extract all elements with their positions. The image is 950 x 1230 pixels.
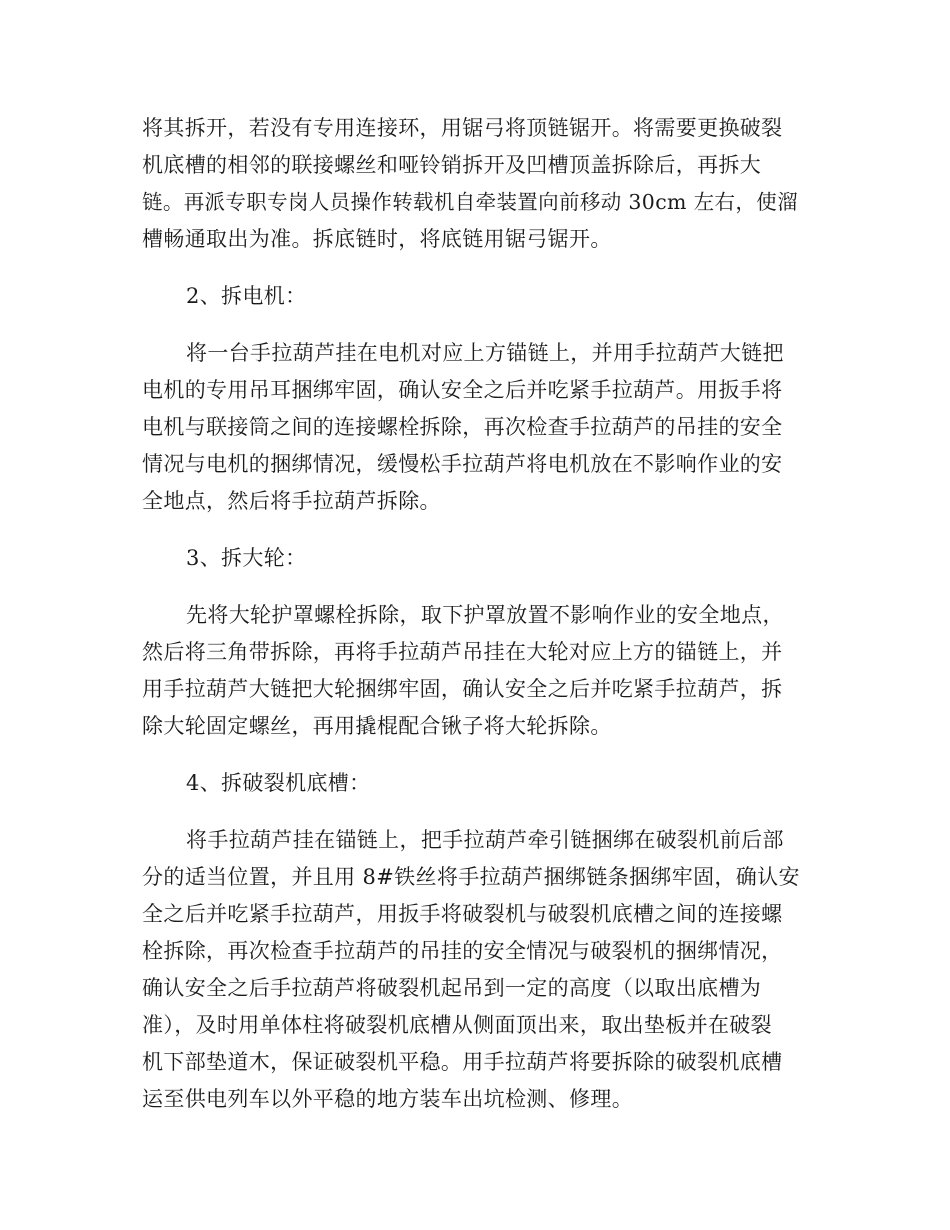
paragraph-line: 确认安全之后手拉葫芦将破裂机起吊到一定的高度（以取出底槽为 [142,976,762,1000]
section-heading: 4、拆破裂机底槽： [186,771,371,795]
paragraph-line: 除大轮固定螺丝，再用撬棍配合锹子将大轮拆除。 [142,714,612,738]
paragraph-line: 电机与联接筒之间的连接螺栓拆除，再次检查手拉葫芦的吊挂的安全 [142,415,783,439]
paragraph-line: 准），及时用单体柱将破裂机底槽从侧面顶出来，取出垫板并在破裂 [142,1013,772,1037]
paragraph-line: 用手拉葫芦大链把大轮捆绑牢固，确认安全之后并吃紧手拉葫芦，拆 [142,677,783,701]
section-heading: 2、拆电机： [186,284,307,308]
paragraph-line: 电机的专用吊耳捆绑牢固，确认安全之后并吃紧手拉葫芦。用扳手将 [142,378,783,402]
paragraph-line: 槽畅通取出为准。拆底链时，将底链用锯弓锯开。 [142,227,612,251]
paragraph-line: 栓拆除，再次检查手拉葫芦的吊挂的安全情况与破裂机的捆绑情况， [142,939,783,963]
paragraph-line: 将一台手拉葫芦挂在电机对应上方锚链上，并用手拉葫芦大链把 [186,341,784,365]
paragraph-line: 情况与电机的捆绑情况，缓慢松手拉葫芦将电机放在不影响作业的安 [142,452,783,476]
paragraph-line: 机下部垫道木，保证破裂机平稳。用手拉葫芦将要拆除的破裂机底槽 [142,1050,783,1074]
paragraph-line: 分的适当位置，并且用 8#铁丝将手拉葫芦捆绑链条捆绑牢固，确认安 [142,865,800,889]
paragraph-line: 将其拆开，若没有专用连接环，用锯弓将顶链锯开。将需要更换破裂 [142,116,783,140]
paragraph-line: 然后将三角带拆除，再将手拉葫芦吊挂在大轮对应上方的锚链上，并 [142,640,783,664]
paragraph-line: 将手拉葫芦挂在锚链上，把手拉葫芦牵引链捆绑在破裂机前后部 [186,828,784,852]
section-heading: 3、拆大轮： [186,546,307,570]
paragraph-line: 先将大轮护罩螺栓拆除，取下护罩放置不影响作业的安全地点， [186,603,784,627]
paragraph-line: 全地点，然后将手拉葫芦拆除。 [142,489,441,513]
paragraph-line: 链。再派专职专岗人员操作转载机自牵装置向前移动 30cm 左右，使溜 [142,190,798,214]
paragraph-line: 运至供电列车以外平稳的地方装车出坑检测、修理。 [142,1087,634,1111]
paragraph-line: 机底槽的相邻的联接螺丝和哑铃销拆开及凹槽顶盖拆除后，再拆大 [142,153,762,177]
paragraph-line: 全之后并吃紧手拉葫芦，用扳手将破裂机与破裂机底槽之间的连接螺 [142,902,783,926]
